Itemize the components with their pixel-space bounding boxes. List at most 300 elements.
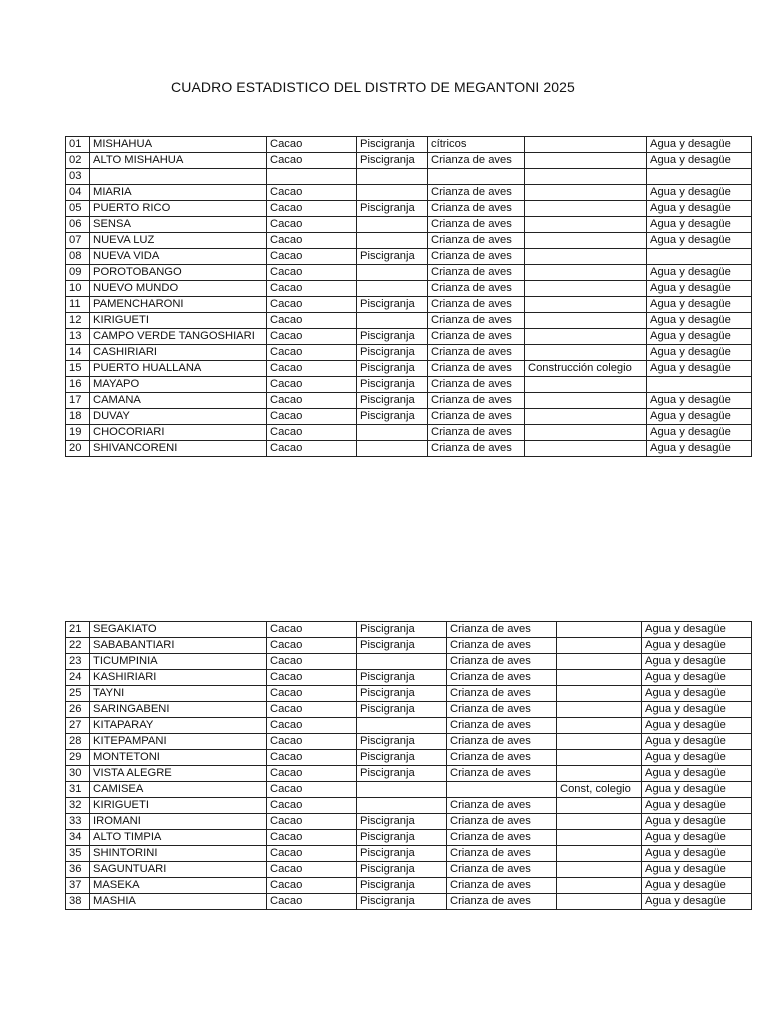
cell-crop: Cacao (267, 622, 357, 638)
cell-poultry: Crianza de aves (428, 377, 525, 393)
cell-water-sanitation: Agua y desagüe (647, 313, 752, 329)
cell-crop: Cacao (267, 297, 357, 313)
cell-row-number: 19 (66, 425, 90, 441)
statistics-table-1 (65, 136, 752, 457)
cell-row-number: 22 (66, 638, 90, 654)
cell-water-sanitation: Agua y desagüe (642, 830, 752, 846)
cell-poultry: Crianza de aves (428, 265, 525, 281)
cell-poultry: cítricos (428, 137, 525, 153)
cell-water-sanitation: Agua y desagüe (642, 638, 752, 654)
cell-construction (557, 766, 642, 782)
cell-community-name: TICUMPINIA (90, 654, 267, 670)
cell-water-sanitation: Agua y desagüe (647, 345, 752, 361)
cell-crop: Cacao (267, 393, 357, 409)
cell-fish-farming: Piscigranja (357, 814, 447, 830)
cell-fish-farming (357, 265, 428, 281)
cell-community-name: PUERTO RICO (90, 201, 267, 217)
cell-fish-farming: Piscigranja (357, 734, 447, 750)
cell-construction (557, 622, 642, 638)
cell-crop: Cacao (267, 878, 357, 894)
cell-poultry: Crianza de aves (447, 750, 557, 766)
table-row (66, 217, 752, 233)
cell-fish-farming (357, 798, 447, 814)
cell-row-number: 21 (66, 622, 90, 638)
cell-community-name: CHOCORIARI (90, 425, 267, 441)
cell-community-name: CAMPO VERDE TANGOSHIARI (90, 329, 267, 345)
cell-poultry: Crianza de aves (428, 361, 525, 377)
table-row (66, 137, 752, 153)
cell-construction (557, 862, 642, 878)
table-row (66, 878, 752, 894)
cell-construction (525, 313, 647, 329)
cell-construction (525, 201, 647, 217)
page-title: CUADRO ESTADISTICO DEL DISTRTO DE MEGANTONI 2025 (171, 79, 575, 95)
cell-row-number: 24 (66, 670, 90, 686)
cell-crop: Cacao (267, 638, 357, 654)
cell-poultry: Crianza de aves (428, 185, 525, 201)
cell-crop: Cacao (267, 425, 357, 441)
cell-poultry: Crianza de aves (447, 622, 557, 638)
cell-poultry: Crianza de aves (447, 878, 557, 894)
cell-poultry: Crianza de aves (447, 830, 557, 846)
cell-crop: Cacao (267, 265, 357, 281)
cell-community-name: KIRIGUETI (90, 313, 267, 329)
cell-row-number: 31 (66, 782, 90, 798)
cell-poultry: Crianza de aves (428, 233, 525, 249)
cell-poultry: Crianza de aves (447, 670, 557, 686)
cell-poultry: Crianza de aves (428, 153, 525, 169)
cell-poultry: Crianza de aves (447, 718, 557, 734)
table-row (66, 830, 752, 846)
table-row (66, 185, 752, 201)
cell-community-name: PAMENCHARONI (90, 297, 267, 313)
cell-water-sanitation: Agua y desagüe (647, 217, 752, 233)
cell-construction (525, 425, 647, 441)
table-row (66, 686, 752, 702)
cell-poultry: Crianza de aves (447, 798, 557, 814)
cell-community-name: KIRIGUETI (90, 798, 267, 814)
cell-community-name: SARINGABENI (90, 702, 267, 718)
cell-water-sanitation: Agua y desagüe (642, 846, 752, 862)
cell-construction (557, 654, 642, 670)
cell-water-sanitation (647, 377, 752, 393)
cell-row-number: 26 (66, 702, 90, 718)
cell-community-name: NUEVA VIDA (90, 249, 267, 265)
cell-construction (557, 702, 642, 718)
cell-poultry: Crianza de aves (447, 814, 557, 830)
cell-water-sanitation: Agua y desagüe (647, 329, 752, 345)
cell-community-name: CASHIRIARI (90, 345, 267, 361)
cell-community-name (90, 169, 267, 185)
cell-crop: Cacao (267, 782, 357, 798)
table-row (66, 894, 752, 910)
cell-water-sanitation: Agua y desagüe (642, 894, 752, 910)
table-row (66, 718, 752, 734)
cell-row-number: 02 (66, 153, 90, 169)
cell-crop: Cacao (267, 281, 357, 297)
cell-poultry: Crianza de aves (428, 441, 525, 457)
table-row (66, 169, 752, 185)
cell-community-name: MIARIA (90, 185, 267, 201)
cell-water-sanitation: Agua y desagüe (647, 185, 752, 201)
cell-row-number: 08 (66, 249, 90, 265)
cell-poultry: Crianza de aves (428, 329, 525, 345)
cell-construction (525, 441, 647, 457)
cell-poultry (428, 169, 525, 185)
cell-construction: Const, colegio (557, 782, 642, 798)
cell-poultry: Crianza de aves (428, 409, 525, 425)
cell-fish-farming: Piscigranja (357, 249, 428, 265)
cell-construction (525, 249, 647, 265)
cell-row-number: 35 (66, 846, 90, 862)
cell-water-sanitation: Agua y desagüe (642, 878, 752, 894)
table-body (66, 622, 752, 910)
cell-fish-farming: Piscigranja (357, 878, 447, 894)
cell-water-sanitation: Agua y desagüe (647, 441, 752, 457)
cell-row-number: 03 (66, 169, 90, 185)
cell-fish-farming: Piscigranja (357, 345, 428, 361)
cell-fish-farming (357, 281, 428, 297)
table-row (66, 265, 752, 281)
cell-crop: Cacao (267, 686, 357, 702)
cell-row-number: 29 (66, 750, 90, 766)
cell-row-number: 25 (66, 686, 90, 702)
cell-water-sanitation: Agua y desagüe (647, 393, 752, 409)
table-body (66, 137, 752, 457)
cell-construction (525, 233, 647, 249)
statistics-table-2 (65, 621, 752, 910)
cell-fish-farming: Piscigranja (357, 329, 428, 345)
cell-community-name: KASHIRIARI (90, 670, 267, 686)
cell-poultry: Crianza de aves (447, 766, 557, 782)
cell-fish-farming: Piscigranja (357, 153, 428, 169)
table-row (66, 377, 752, 393)
cell-construction (525, 409, 647, 425)
cell-water-sanitation: Agua y desagüe (642, 798, 752, 814)
table-row (66, 702, 752, 718)
cell-construction (525, 185, 647, 201)
cell-poultry: Crianza de aves (447, 686, 557, 702)
cell-row-number: 12 (66, 313, 90, 329)
cell-water-sanitation: Agua y desagüe (647, 233, 752, 249)
cell-community-name: SHINTORINI (90, 846, 267, 862)
cell-poultry: Crianza de aves (447, 654, 557, 670)
cell-water-sanitation: Agua y desagüe (642, 734, 752, 750)
cell-community-name: ALTO MISHAHUA (90, 153, 267, 169)
cell-fish-farming (357, 313, 428, 329)
cell-crop: Cacao (267, 654, 357, 670)
cell-crop: Cacao (267, 153, 357, 169)
cell-poultry: Crianza de aves (447, 846, 557, 862)
cell-crop: Cacao (267, 441, 357, 457)
table-row (66, 345, 752, 361)
table-row (66, 622, 752, 638)
cell-row-number: 32 (66, 798, 90, 814)
cell-crop: Cacao (267, 409, 357, 425)
cell-water-sanitation: Agua y desagüe (642, 750, 752, 766)
cell-crop: Cacao (267, 750, 357, 766)
table-row (66, 297, 752, 313)
cell-row-number: 36 (66, 862, 90, 878)
cell-construction (525, 297, 647, 313)
cell-community-name: VISTA ALEGRE (90, 766, 267, 782)
cell-water-sanitation: Agua y desagüe (647, 201, 752, 217)
cell-poultry: Crianza de aves (428, 425, 525, 441)
table-row (66, 750, 752, 766)
cell-fish-farming: Piscigranja (357, 894, 447, 910)
cell-row-number: 11 (66, 297, 90, 313)
cell-community-name: MONTETONI (90, 750, 267, 766)
cell-crop (267, 169, 357, 185)
table-row (66, 409, 752, 425)
cell-community-name: SENSA (90, 217, 267, 233)
table-row (66, 734, 752, 750)
cell-poultry: Crianza de aves (428, 297, 525, 313)
cell-row-number: 10 (66, 281, 90, 297)
cell-row-number: 16 (66, 377, 90, 393)
cell-crop: Cacao (267, 702, 357, 718)
cell-community-name: MISHAHUA (90, 137, 267, 153)
cell-fish-farming (357, 425, 428, 441)
cell-poultry: Crianza de aves (447, 702, 557, 718)
cell-crop: Cacao (267, 217, 357, 233)
cell-row-number: 28 (66, 734, 90, 750)
cell-construction (525, 217, 647, 233)
cell-row-number: 05 (66, 201, 90, 217)
cell-construction (557, 894, 642, 910)
cell-construction (557, 686, 642, 702)
cell-poultry: Crianza de aves (447, 734, 557, 750)
cell-row-number: 37 (66, 878, 90, 894)
cell-community-name: IROMANI (90, 814, 267, 830)
cell-fish-farming: Piscigranja (357, 393, 428, 409)
cell-fish-farming (357, 169, 428, 185)
cell-crop: Cacao (267, 313, 357, 329)
cell-water-sanitation: Agua y desagüe (647, 265, 752, 281)
cell-water-sanitation: Agua y desagüe (642, 814, 752, 830)
cell-fish-farming: Piscigranja (357, 766, 447, 782)
table-row (66, 862, 752, 878)
cell-row-number: 07 (66, 233, 90, 249)
cell-poultry: Crianza de aves (428, 345, 525, 361)
cell-water-sanitation: Agua y desagüe (647, 361, 752, 377)
cell-community-name: KITAPARAY (90, 718, 267, 734)
cell-fish-farming: Piscigranja (357, 638, 447, 654)
cell-crop: Cacao (267, 830, 357, 846)
cell-crop: Cacao (267, 862, 357, 878)
cell-fish-farming: Piscigranja (357, 830, 447, 846)
cell-row-number: 23 (66, 654, 90, 670)
cell-fish-farming (357, 185, 428, 201)
cell-construction (557, 734, 642, 750)
cell-row-number: 27 (66, 718, 90, 734)
cell-fish-farming (357, 782, 447, 798)
cell-crop: Cacao (267, 814, 357, 830)
cell-crop: Cacao (267, 894, 357, 910)
cell-fish-farming (357, 654, 447, 670)
cell-community-name: KITEPAMPANI (90, 734, 267, 750)
cell-poultry: Crianza de aves (428, 217, 525, 233)
cell-row-number: 04 (66, 185, 90, 201)
cell-row-number: 20 (66, 441, 90, 457)
cell-construction (525, 393, 647, 409)
cell-community-name: MAYAPO (90, 377, 267, 393)
cell-community-name: SAGUNTUARI (90, 862, 267, 878)
cell-fish-farming: Piscigranja (357, 670, 447, 686)
table-row (66, 798, 752, 814)
table-row (66, 201, 752, 217)
cell-fish-farming (357, 718, 447, 734)
cell-water-sanitation: Agua y desagüe (647, 425, 752, 441)
cell-poultry: Crianza de aves (428, 249, 525, 265)
cell-fish-farming: Piscigranja (357, 862, 447, 878)
table-row (66, 361, 752, 377)
cell-construction (557, 830, 642, 846)
cell-row-number: 06 (66, 217, 90, 233)
cell-construction (557, 878, 642, 894)
cell-construction (557, 638, 642, 654)
cell-row-number: 38 (66, 894, 90, 910)
cell-fish-farming: Piscigranja (357, 361, 428, 377)
cell-crop: Cacao (267, 798, 357, 814)
cell-construction (557, 846, 642, 862)
cell-water-sanitation: Agua y desagüe (647, 281, 752, 297)
cell-poultry (447, 782, 557, 798)
cell-construction (557, 798, 642, 814)
cell-crop: Cacao (267, 345, 357, 361)
cell-construction (525, 281, 647, 297)
cell-crop: Cacao (267, 329, 357, 345)
table-row (66, 249, 752, 265)
cell-construction (525, 169, 647, 185)
cell-community-name: CAMANA (90, 393, 267, 409)
cell-row-number: 34 (66, 830, 90, 846)
cell-row-number: 14 (66, 345, 90, 361)
table-row (66, 425, 752, 441)
cell-water-sanitation: Agua y desagüe (642, 782, 752, 798)
cell-construction (525, 265, 647, 281)
table-row (66, 670, 752, 686)
cell-crop: Cacao (267, 377, 357, 393)
cell-community-name: SHIVANCORENI (90, 441, 267, 457)
cell-construction (557, 670, 642, 686)
cell-construction (525, 329, 647, 345)
cell-water-sanitation: Agua y desagüe (647, 137, 752, 153)
cell-crop: Cacao (267, 137, 357, 153)
cell-row-number: 30 (66, 766, 90, 782)
cell-poultry: Crianza de aves (447, 638, 557, 654)
cell-poultry: Crianza de aves (447, 862, 557, 878)
cell-crop: Cacao (267, 734, 357, 750)
cell-water-sanitation: Agua y desagüe (647, 297, 752, 313)
table-row (66, 814, 752, 830)
cell-row-number: 15 (66, 361, 90, 377)
cell-community-name: MASHIA (90, 894, 267, 910)
cell-fish-farming (357, 217, 428, 233)
cell-fish-farming: Piscigranja (357, 750, 447, 766)
cell-fish-farming (357, 233, 428, 249)
cell-community-name: PUERTO HUALLANA (90, 361, 267, 377)
cell-water-sanitation: Agua y desagüe (642, 766, 752, 782)
cell-construction (525, 153, 647, 169)
cell-construction (525, 377, 647, 393)
cell-crop: Cacao (267, 846, 357, 862)
cell-construction (557, 750, 642, 766)
cell-row-number: 09 (66, 265, 90, 281)
cell-community-name: DUVAY (90, 409, 267, 425)
cell-crop: Cacao (267, 249, 357, 265)
cell-crop: Cacao (267, 201, 357, 217)
cell-crop: Cacao (267, 718, 357, 734)
table-row (66, 782, 752, 798)
cell-community-name: ALTO TIMPIA (90, 830, 267, 846)
table-row (66, 233, 752, 249)
table-row (66, 654, 752, 670)
table-row (66, 329, 752, 345)
cell-row-number: 33 (66, 814, 90, 830)
cell-water-sanitation: Agua y desagüe (647, 153, 752, 169)
cell-water-sanitation: Agua y desagüe (642, 686, 752, 702)
cell-community-name: NUEVO MUNDO (90, 281, 267, 297)
cell-fish-farming: Piscigranja (357, 686, 447, 702)
table-row (66, 846, 752, 862)
cell-community-name: NUEVA LUZ (90, 233, 267, 249)
cell-water-sanitation: Agua y desagüe (642, 622, 752, 638)
cell-water-sanitation: Agua y desagüe (642, 702, 752, 718)
cell-community-name: SEGAKIATO (90, 622, 267, 638)
cell-community-name: MASEKA (90, 878, 267, 894)
cell-fish-farming (357, 441, 428, 457)
cell-water-sanitation: Agua y desagüe (647, 409, 752, 425)
cell-crop: Cacao (267, 233, 357, 249)
table-row (66, 281, 752, 297)
cell-construction (557, 718, 642, 734)
cell-crop: Cacao (267, 361, 357, 377)
cell-water-sanitation: Agua y desagüe (642, 654, 752, 670)
cell-community-name: TAYNI (90, 686, 267, 702)
cell-row-number: 17 (66, 393, 90, 409)
cell-crop: Cacao (267, 670, 357, 686)
table-row (66, 313, 752, 329)
cell-poultry: Crianza de aves (428, 201, 525, 217)
cell-water-sanitation: Agua y desagüe (642, 718, 752, 734)
cell-poultry: Crianza de aves (428, 313, 525, 329)
table-row (66, 393, 752, 409)
cell-fish-farming: Piscigranja (357, 137, 428, 153)
cell-poultry: Crianza de aves (428, 393, 525, 409)
cell-poultry: Crianza de aves (428, 281, 525, 297)
table-row (66, 638, 752, 654)
cell-construction (525, 345, 647, 361)
cell-fish-farming: Piscigranja (357, 377, 428, 393)
cell-fish-farming: Piscigranja (357, 409, 428, 425)
cell-water-sanitation (647, 249, 752, 265)
cell-construction (557, 814, 642, 830)
cell-fish-farming: Piscigranja (357, 622, 447, 638)
cell-construction (525, 137, 647, 153)
cell-community-name: SABABANTIARI (90, 638, 267, 654)
table-row (66, 153, 752, 169)
cell-poultry: Crianza de aves (447, 894, 557, 910)
cell-water-sanitation: Agua y desagüe (642, 862, 752, 878)
cell-crop: Cacao (267, 766, 357, 782)
cell-fish-farming: Piscigranja (357, 702, 447, 718)
cell-community-name: CAMISEA (90, 782, 267, 798)
cell-row-number: 13 (66, 329, 90, 345)
cell-water-sanitation: Agua y desagüe (642, 670, 752, 686)
cell-crop: Cacao (267, 185, 357, 201)
cell-water-sanitation (647, 169, 752, 185)
